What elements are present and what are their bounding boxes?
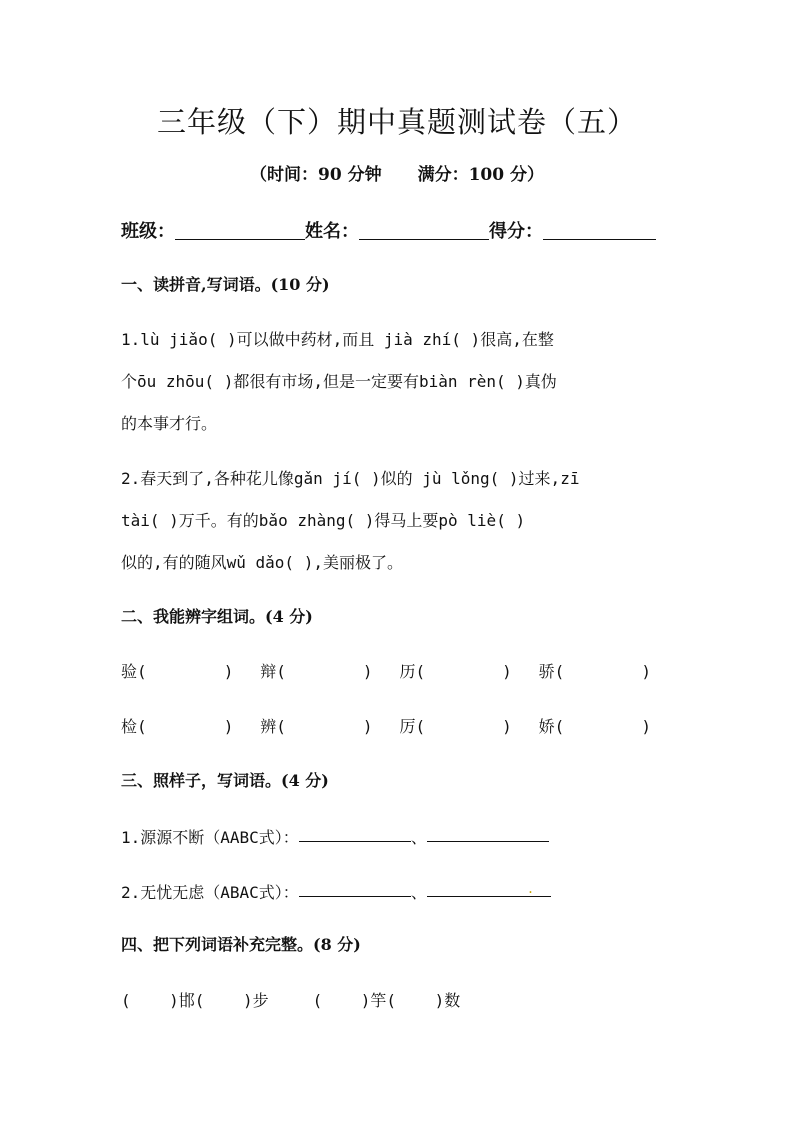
- page-title: 三年级（下）期中真题测试卷（五）: [156, 105, 637, 139]
- section1-q2-line1: 2.春天到了,各种花儿像gǎn jí( )似的 jù lǒng( )过来,zī: [121, 469, 580, 488]
- word-item: 历( ): [399, 662, 512, 681]
- section3-heading: 三、照样子，写词语。(4 分): [121, 771, 329, 790]
- section1-q1-line1: 1.lù jiǎo( )可以做中药材,而且 jià zhí( )很高,在整: [121, 330, 554, 349]
- stray-dot: .: [526, 882, 535, 896]
- section1-q1-line3: 的本事才行。: [121, 414, 218, 433]
- section3-q2: [121, 880, 674, 903]
- name-label: 姓名：: [305, 221, 359, 242]
- exam-subtitle: [0, 160, 794, 185]
- idiom-item: ( )邯( )步: [121, 991, 269, 1010]
- section1-q1-line2: 个ōu zhōu( )都很有市场,但是一定要有biàn rèn( )真伪: [121, 372, 557, 391]
- section2-heading: 二、我能辨字组词。(4 分): [121, 607, 313, 626]
- score-info: 满分：100 分）: [417, 165, 544, 185]
- section1-q2-line2: tài( )万千。有的bǎo zhàng( )得马上要pò liè( ): [121, 511, 526, 530]
- question-label: 1.源源不断（AABC式）：: [121, 828, 299, 847]
- section4-row1: [121, 988, 674, 1011]
- time-info: （时间：90 分钟: [250, 165, 382, 185]
- section2-row1: [121, 659, 651, 682]
- question-label: 2.无忧无虑（ABAC式）：: [121, 883, 299, 902]
- word-item: 辩( ): [260, 662, 373, 681]
- answer-blank[interactable]: [299, 825, 411, 842]
- word-item: 娇( ): [538, 717, 651, 736]
- word-item: 辨( ): [260, 717, 373, 736]
- score-field[interactable]: [543, 219, 656, 240]
- score-label: 得分：: [489, 221, 543, 242]
- class-field[interactable]: [175, 219, 305, 240]
- word-item: 验( ): [121, 662, 234, 681]
- answer-blank[interactable]: [299, 880, 411, 897]
- class-label: 班级：: [121, 221, 175, 242]
- section1-heading: 一、读拼音,写词语。(10 分): [121, 275, 330, 294]
- section2-row2: [121, 714, 651, 737]
- separator: 、: [410, 828, 427, 847]
- name-field[interactable]: [359, 219, 489, 240]
- section3-q1: [121, 825, 674, 848]
- separator: 、: [410, 883, 427, 902]
- idiom-item: ( )竽( )数: [312, 991, 461, 1010]
- word-item: 厉( ): [399, 717, 512, 736]
- answer-blank[interactable]: [427, 880, 551, 897]
- answer-blank[interactable]: [427, 825, 549, 842]
- section4-heading: 四、把下列词语补充完整。(8 分): [121, 935, 361, 954]
- word-item: 检( ): [121, 717, 234, 736]
- word-item: 骄( ): [538, 662, 651, 681]
- student-info-row: [121, 215, 674, 243]
- section1-q2-line3: 似的,有的随风wǔ dǎo( ),美丽极了。: [121, 553, 403, 572]
